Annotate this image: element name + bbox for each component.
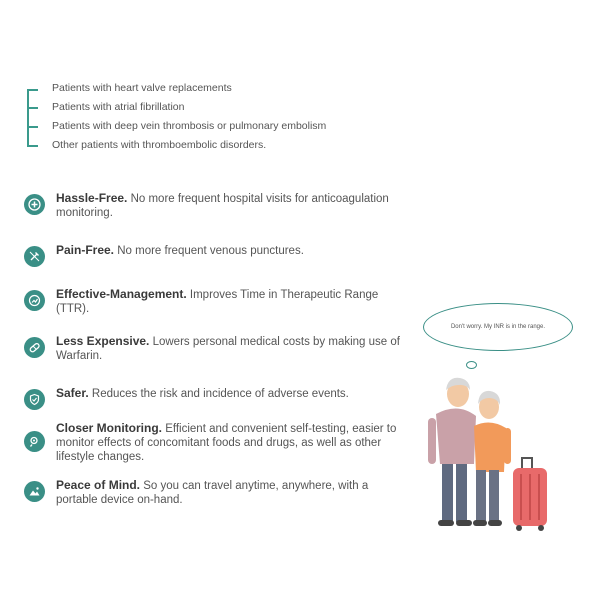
benefit-effective-management (24, 287, 404, 316)
plus-circle-icon (24, 194, 45, 215)
benefit-safer (24, 386, 404, 410)
shield-icon (24, 389, 45, 410)
audience-item: Patients with deep vein thrombosis or pulmonary embolism (52, 120, 327, 132)
benefit-less-expensive (24, 334, 404, 363)
benefit-text: No more frequent hospital visits for anticoagulation monitoring. (56, 193, 389, 219)
list-tick (27, 89, 38, 91)
benefit-text: Efficient and convenient self-testing, easier to monitor effects of concomitant foods and drugs, as well as other lifestyle changes. (56, 423, 397, 463)
list-tick (27, 145, 38, 147)
benefit-title: Effective-Management. (56, 287, 187, 301)
benefit-title: Pain-Free. (56, 243, 115, 257)
benefit-title: Safer. (56, 386, 89, 400)
audience-item: Patients with atrial fibrillation (52, 101, 185, 113)
benefit-closer-monitoring (24, 421, 404, 464)
list-tick (27, 107, 38, 109)
audience-item: Other patients with thromboembolic disorders. (52, 139, 267, 151)
list-tick (27, 126, 38, 128)
audience-item: Patients with heart valve replacements (52, 82, 232, 94)
benefit-title: Peace of Mind. (56, 478, 141, 492)
benefit-text: Reduces the risk and incidence of adverse events. (88, 388, 349, 400)
chart-icon (24, 290, 45, 311)
mountain-icon (24, 481, 45, 502)
benefit-title: Hassle-Free. (56, 191, 128, 205)
benefit-title: Closer Monitoring. (56, 421, 162, 435)
thought-dot (466, 361, 477, 369)
no-needle-icon (24, 246, 45, 267)
speech-bubble (423, 303, 573, 351)
benefit-text: So you can travel anytime, anywhere, with a portable device on-hand. (56, 480, 369, 506)
benefit-pain-free (24, 243, 404, 267)
speech-bubble-text: Don't worry. My INR is in the range. (450, 324, 546, 330)
pill-icon (24, 337, 45, 358)
magnifier-icon (24, 431, 45, 452)
benefit-text: Improves Time in Therapeutic Range (TTR). (56, 289, 379, 315)
benefit-text: Lowers personal medical costs by making use of Warfarin. (56, 336, 400, 362)
elderly-couple-illustration (418, 370, 558, 540)
list-bracket (27, 89, 29, 147)
benefit-text: No more frequent venous punctures. (114, 245, 304, 257)
benefit-hassle-free (24, 191, 404, 220)
benefit-peace-of-mind (24, 478, 404, 507)
benefit-title: Less Expensive. (56, 334, 150, 348)
